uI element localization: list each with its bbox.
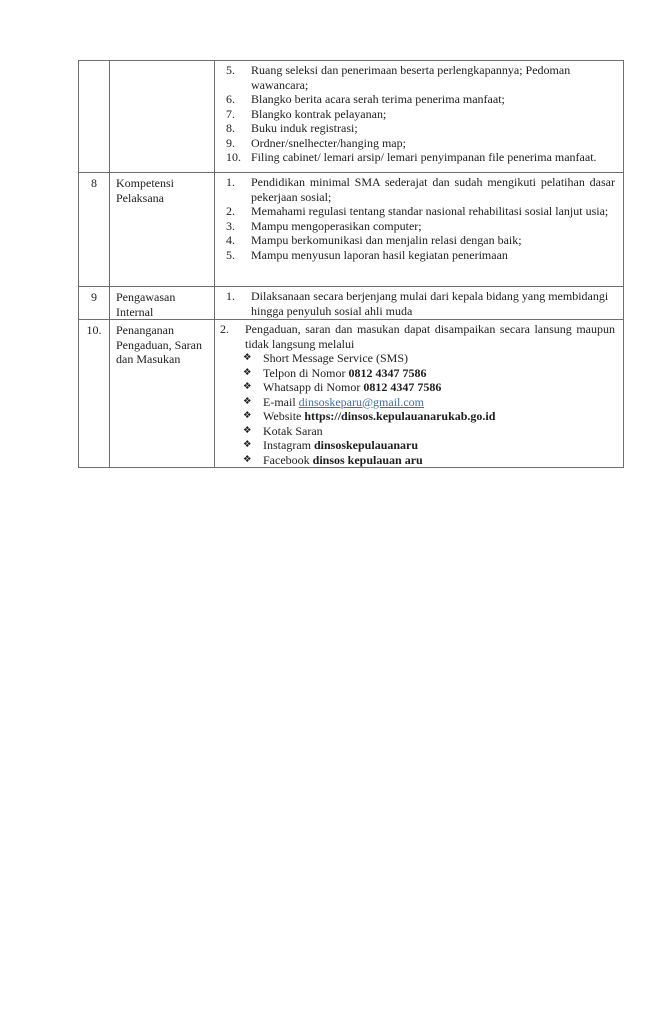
list-item-text: Blangko berita acara serah terima penerima manfaat; (251, 92, 505, 106)
list-number: 5. (226, 63, 235, 77)
bullet-item-facebook (215, 453, 623, 468)
list-item-text: Ordner/snelhecter/hanging map; (251, 135, 406, 150)
list-number: 2. (220, 322, 229, 336)
list-item-text: Mampu mengoperasikan computer; (251, 218, 422, 233)
instagram-handle: dinsoskepulauanaru (313, 438, 419, 452)
table-row-kompetensi-pelaksana (79, 173, 624, 287)
row-content-cell (215, 320, 624, 468)
list-item (215, 219, 623, 234)
bullet-item-website (215, 409, 623, 424)
list-item-text: Ruang seleksi dan penerimaan beserta perlengkapannya; Pedoman wawancara; (251, 63, 571, 92)
list-number: 9. (226, 135, 235, 150)
list-number: 2. (226, 204, 235, 218)
list-item (215, 150, 623, 165)
diamond-bullet-icon: ❖ (243, 439, 252, 450)
bullet-item-sms (215, 351, 623, 366)
bullet-item-whatsapp (215, 380, 623, 395)
facebook-name: dinsos kepulauan aru (312, 452, 423, 467)
row-number-cell: 10. (79, 320, 110, 468)
list-item (215, 136, 623, 151)
row-content-cell (215, 287, 624, 320)
row-label-cell: Kompetensi Pelaksana (110, 173, 215, 287)
table-row-penanganan-pengaduan (79, 320, 624, 468)
list-number: 3. (226, 218, 235, 233)
bullet-item-email (215, 395, 623, 410)
list-item (215, 289, 623, 318)
row-label-cell (110, 61, 215, 173)
list-number: 5. (226, 247, 235, 262)
bullet-text: E-mail dinsoskeparu@gmail.com (263, 394, 425, 409)
list-item (215, 92, 623, 107)
table-row-pengawasan-internal (79, 287, 624, 320)
phone-number: 0812 4347 7586 (363, 380, 442, 394)
bullet-text: Instagram dinsoskepulauanaru (263, 438, 419, 452)
row-number-cell: 9 (79, 287, 110, 320)
diamond-bullet-icon: ❖ (243, 352, 252, 363)
list-item-text: Buku induk registrasi; (251, 121, 358, 135)
list-item-text: Blangko kontrak pelayanan; (251, 106, 387, 121)
diamond-bullet-icon: ❖ (243, 410, 252, 421)
list-item-text: Dilaksanaan secara berjenjang mulai dari kepala bidang yang membidangi hingga penyuluh sosial ahli muda (251, 289, 609, 318)
bullet-item-instagram (215, 438, 623, 453)
row-content-cell (215, 61, 624, 173)
list-item (215, 322, 623, 351)
bullet-text: Kotak Saran (263, 423, 323, 438)
list-number: 4. (226, 233, 235, 247)
row-content-cell (215, 173, 624, 287)
row-label-cell: Penanganan Pengaduan, Saran dan Masukan (110, 320, 215, 468)
website-url: https://dinsos.kepulauanarukab.go.id (304, 409, 496, 423)
service-standard-table (78, 60, 624, 468)
row-number-cell: 8 (79, 173, 110, 287)
list-item (215, 233, 623, 248)
bullet-item-kotak-saran (215, 424, 623, 439)
table-row-continuation (79, 61, 624, 173)
bullet-text: Whatsapp di Nomor 0812 4347 7586 (263, 380, 442, 394)
list-item-text: Mampu berkomunikasi dan menjalin relasi dengan baik; (251, 233, 522, 247)
email-link[interactable]: dinsoskeparu@gmail.com (298, 394, 425, 409)
bullet-item-telpon (215, 366, 623, 381)
diamond-bullet-icon: ❖ (243, 381, 252, 392)
list-item (215, 121, 623, 136)
bullet-text: Short Message Service (SMS) (263, 351, 408, 365)
bullet-text: Facebook dinsos kepulauan aru (263, 452, 423, 467)
list-item-text: Filing cabinet/ lemari arsip/ lemari penyimpanan file penerima manfaat. (251, 150, 597, 164)
list-item (215, 204, 623, 219)
list-number: 7. (226, 106, 235, 121)
list-number: 6. (226, 92, 235, 106)
row-number-cell (79, 61, 110, 173)
list-item-text: Memahami regulasi tentang standar nasional rehabilitasi sosial lanjut usia; (251, 204, 609, 218)
list-item-text: Mampu menyusun laporan hasil kegiatan penerimaan (251, 247, 508, 262)
list-item (215, 175, 623, 204)
phone-number: 0812 4347 7586 (348, 365, 427, 380)
list-item (215, 248, 623, 263)
list-number: 8. (226, 121, 235, 135)
list-item (215, 63, 623, 92)
list-number: 10. (226, 150, 241, 164)
list-item (215, 107, 623, 122)
list-item-text: Pendidikan minimal SMA sederajat dan sudah mengikuti pelatihan dasar pekerjaan sosial; (251, 175, 615, 204)
diamond-bullet-icon: ❖ (243, 395, 252, 407)
row-label-cell: Pengawasan Internal (110, 287, 215, 320)
list-item-text: Pengaduan, saran dan masukan dapat disampaikan secara lansung maupun tidak langsung melalui (245, 322, 615, 351)
list-number: 1. (226, 175, 235, 189)
bullet-text: Website https://dinsos.kepulauanarukab.go.id (263, 409, 496, 423)
diamond-bullet-icon: ❖ (243, 366, 252, 378)
bullet-text: Telpon di Nomor 0812 4347 7586 (263, 365, 427, 380)
list-number: 1. (226, 289, 235, 303)
diamond-bullet-icon: ❖ (243, 453, 252, 465)
diamond-bullet-icon: ❖ (243, 424, 252, 436)
